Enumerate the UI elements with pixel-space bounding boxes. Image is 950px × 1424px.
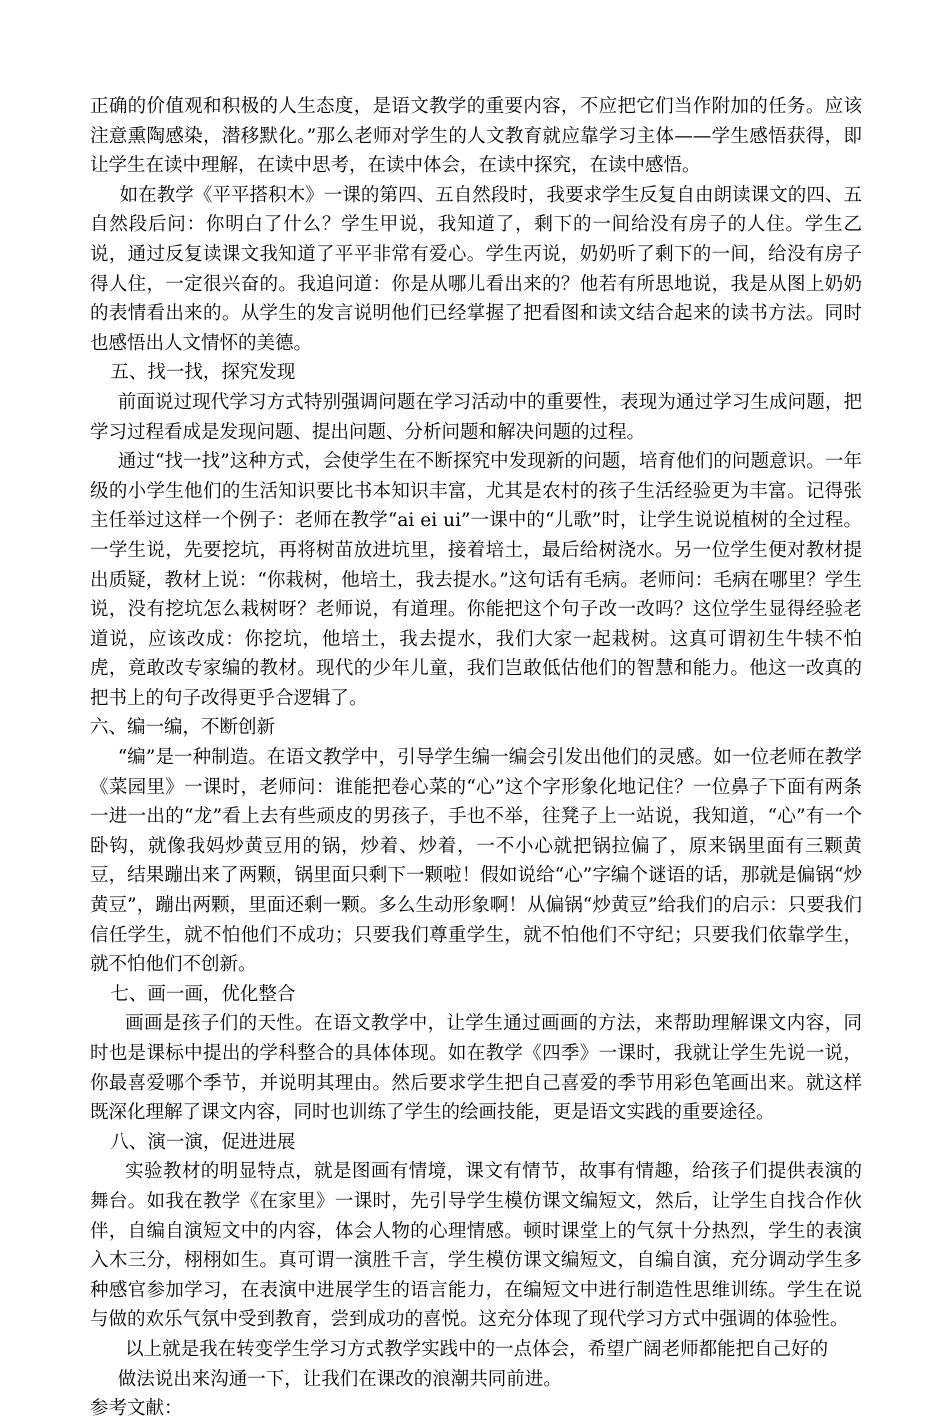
paragraph-conclusion-line1: 以上就是我在转变学生学习方式教学实践中的一点体会，希望广阔老师都能把自己好的 [125, 1338, 829, 1360]
paragraph-conclusion-line2: 做法说出来沟通一下，让我们在课改的浪潮共同前进。 [117, 1368, 562, 1390]
paragraph-section8: 实验教材的明显特点，就是图画有情境，课文有情节，故事有情趣，给孩子们提供表演的舞台。如我在教学《在家里》一课时，先引导学生模仿课文编短文，然后，让学生自找合作伙伴，自编自演短文中的内容，体会人物的心理情感。顿时课堂上的气氛十分热烈，学生的表演入木三分，栩栩如生。真可谓一演胜千言，学生模仿课文编短文，自编自演，充分调动学生多种感官参加学习，在表演中进展学生的语言能力，在编短文中进行制造性思维训练。学生在说与做的欢乐气氛中受到教育，尝到成功的喜悦。这充分体现了现代学习方式中强调的体验性。 [90, 1161, 862, 1331]
paragraph-intro-continuation: 正确的价值观和积极的人生态度，是语文教学的重要内容，不应把它们当作附加的任务。应该注意熏陶感染，潜移默化。”那么老师对学生的人文教育就应靠学习主体——学生感悟获得，即让学生在读中理解，在读中思考，在读中体会，在读中探究，在读中感悟。 [90, 96, 862, 177]
section-heading-5: 五、找一找，探究发现 [110, 362, 296, 384]
section-heading-7: 七、画一画，优化整合 [110, 983, 296, 1005]
section-heading-6: 六、编一编，不断创新 [90, 717, 276, 739]
references-heading: 参考文献： [90, 1398, 183, 1420]
paragraph-section7: 画画是孩子们的天性。在语文教学中，让学生通过画画的方法，来帮助理解课文内容，同时也是课标中提出的学科整合的具体体现。如在教学《四季》一课时，我就让学生先说一说，你最喜爱哪个季节，并说明其理由。然后要求学生把自己喜爱的季节用彩色笔画出来。就这样既深化理解了课文内容，同时也训练了学生的绘画技能，更是语文实践的重要途径。 [90, 1013, 862, 1124]
paragraph-section5-intro: 前面说过现代学习方式特别强调问题在学习活动中的重要性，表现为通过学习生成问题，把学习过程看成是发现问题、提出问题、分析问题和解决问题的过程。 [90, 391, 862, 443]
paragraph-section5-example: 通过“找一找”这种方式，会使学生在不断探究中发现新的问题，培育他们的问题意识。一年级的小学生他们的生活知识要比书本知识丰富，尤其是农村的孩子生活经验更为丰富。记得张主任举过这样一个例子：老师在教学“ai ei ui”一课中的“儿歌”时，让学生说说植树的全过程。一学生说，先要挖坑，再将树苗放进坑里，接着培土，最后给树浇水。另一位学生便对教材提出质疑，教材上说：“你栽树，他培土，我去提水。”这句话有毛病。老师问：毛病在哪里？学生说，没有挖坑怎么栽树呀？老师说，有道理。你能把这个句子改一改吗？这位学生显得经验老道说，应该改成：你挖坑，他培土，我去提水，我们大家一起栽树。这真可谓初生牛犊不怕虎，竟敢改专家编的教材。现代的少年儿童，我们岂敢低估他们的智慧和能力。他这一改真的把书上的句子改得更乎合逻辑了。 [90, 451, 862, 709]
section-heading-8: 八、演一演，促进进展 [110, 1131, 296, 1153]
document-page [90, 92, 862, 1424]
paragraph-section6: “编”是一种制造。在语文教学中，引导学生编一编会引发出他们的灵感。如一位老师在教学《菜园里》一课时，老师问：谁能把卷心菜的“心”这个字形象化地记住？一位鼻子下面有两条一进一出的“龙”看上去有些顽皮的男孩子，手也不举，往凳子上一站说，我知道，“心”有一个卧钩，就像我妈炒黄豆用的锅，炒着、炒着，一不小心就把锅拉偏了，原来锅里面有三颗黄豆，结果蹦出来了两颗，锅里面只剩下一颗啦！假如说给“心”字编个谜语的话，那就是偏锅“炒黄豆”，蹦出两颗，里面还剩一颗。多么生动形象啊！从偏锅“炒黄豆”给我们的启示：只要我们信任学生，就不怕他们不成功；只要我们尊重学生，就不怕他们不守纪；只要我们依靠学生，就不怕他们不创新。 [90, 747, 862, 976]
paragraph-example-building-blocks: 如在教学《平平搭积木》一课的第四、五自然段时，我要求学生反复自由朗读课文的四、五自然段后问：你明白了什么？学生甲说，我知道了，剩下的一间给没有房子的人住。学生乙说，通过反复读课文我知道了平平非常有爱心。学生丙说，奶奶听了剩下的一间，给没有房子得人住，一定很兴奋的。我追问道：你是从哪儿看出来的？他若有所思地说，我是从图上奶奶的表情看出来的。从学生的发言说明他们已经掌握了把看图和读文结合起来的读书方法。同时也感悟出人文情怀的美德。 [90, 184, 862, 354]
